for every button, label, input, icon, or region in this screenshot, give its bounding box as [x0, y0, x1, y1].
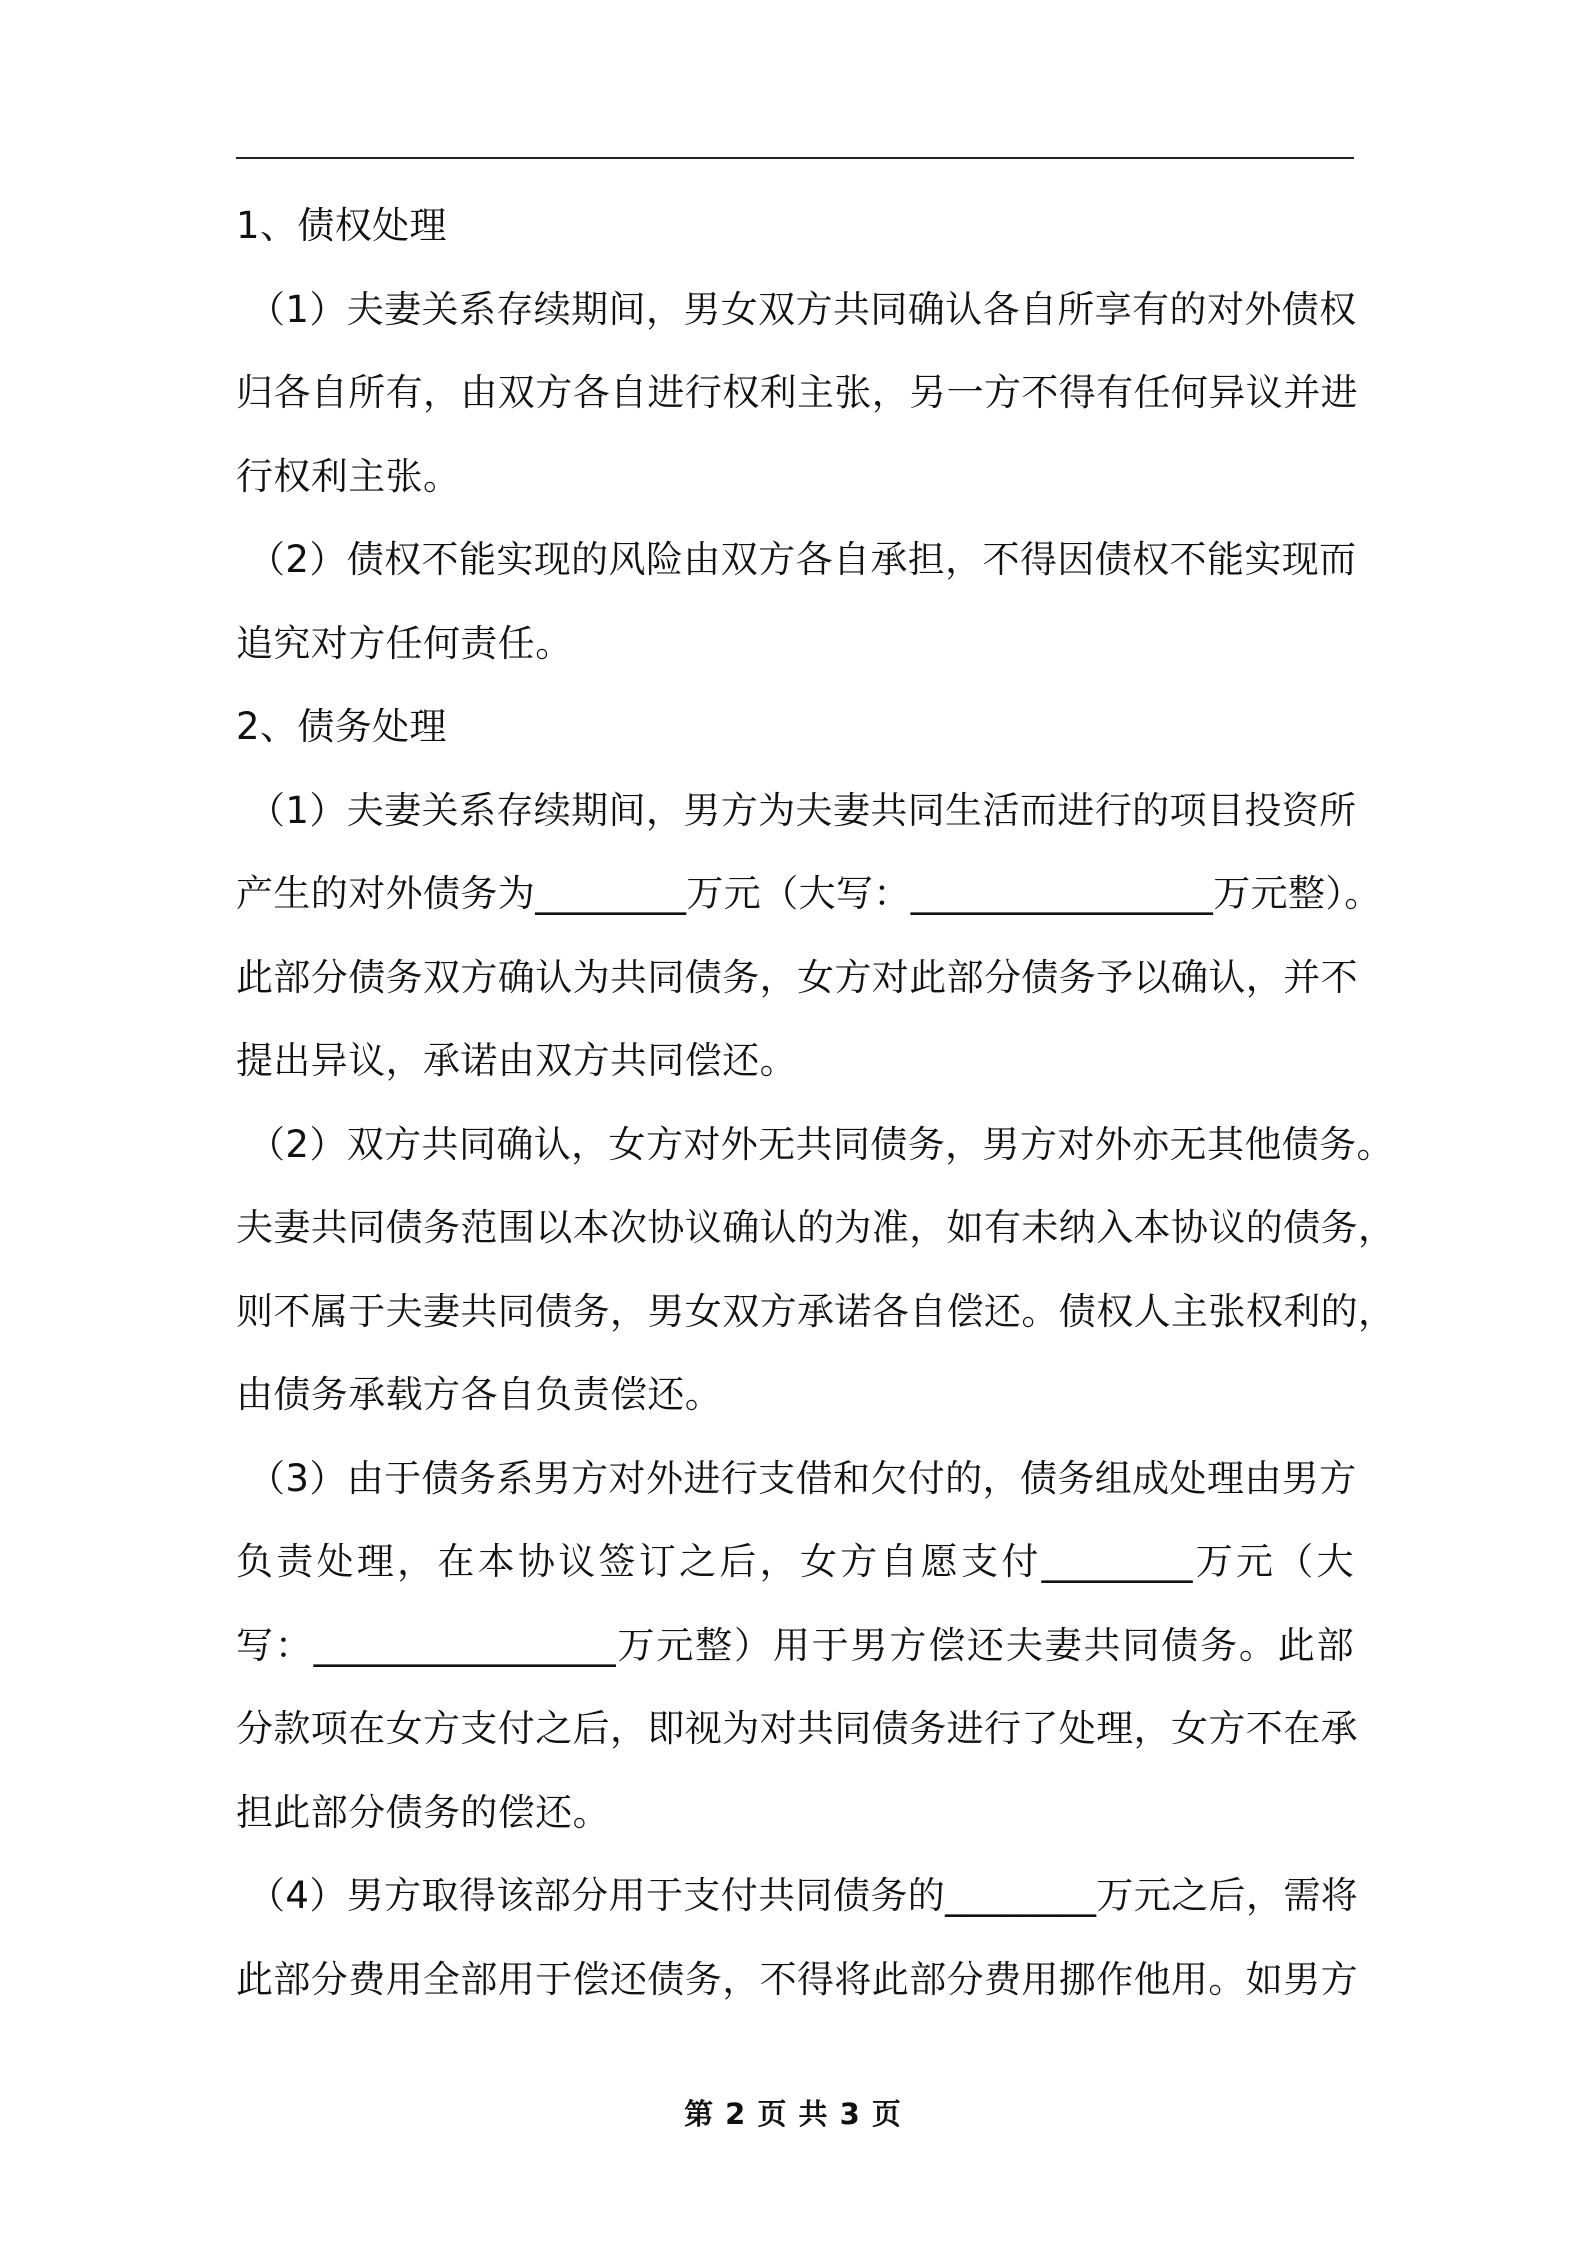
document-body	[236, 184, 1396, 2021]
text-line: 追究对方任何责任。	[236, 621, 573, 665]
text-line: 归各自所有，由双方各自进行权利主张，另一方不得有任何异议并进	[236, 371, 1358, 414]
text-line: 负责处理，在本协议签订之后，女方自愿支付________万元（大	[236, 1540, 1354, 1583]
section-heading-debts: 2、债务处理	[236, 705, 447, 748]
text-line: 此部分费用全部用于偿还债务，不得将此部分费用挪作他用。如男方	[236, 1957, 1358, 2001]
text-line: （1）夫妻关系存续期间，男方为夫妻共同生活而进行的项目投资所	[248, 788, 1357, 832]
text-line: （1）夫妻关系存续期间，男女双方共同确认各自所享有的对外债权	[248, 287, 1357, 331]
text-line: 行权利主张。	[236, 454, 461, 498]
text-line: （4）男方取得该部分用于支付共同债务的________万元之后，需将	[248, 1874, 1359, 1917]
text-line: 分款项在女方支付之后，即视为对共同债务进行了处理，女方不在承	[236, 1707, 1358, 1750]
text-line: 则不属于夫妻共同债务，男女双方承诺各自偿还。债权人主张权利的，	[236, 1289, 1396, 1333]
page-number-footer: 第 2 页 共 3 页	[684, 2097, 902, 2131]
text-line: （3）由于债务系男方对外进行支借和欠付的，债务组成处理由男方	[248, 1456, 1357, 1500]
text-line: （2）债权不能实现的风险由双方各自承担，不得因债权不能实现而	[248, 538, 1357, 581]
text-line: 担此部分债务的偿还。	[236, 1790, 610, 1834]
text-line: 夫妻共同债务范围以本次协议确认的为准，如有未纳入本协议的债务，	[236, 1206, 1396, 1249]
text-line: 写：________________万元整）用于男方偿还夫妻共同债务。此部	[236, 1623, 1354, 1667]
text-line: 此部分债务双方确认为共同债务，女方对此部分债务予以确认，并不	[236, 955, 1358, 999]
text-line: （2）双方共同确认，女方对外无共同债务，男方对外亦无其他债务。	[248, 1122, 1394, 1166]
text-line: 产生的对外债务为________万元（大写：________________万元整）。	[236, 872, 1382, 915]
text-line: 提出异议，承诺由双方共同偿还。	[236, 1039, 797, 1082]
text-line: 由债务承载方各自负责偿还。	[236, 1373, 723, 1416]
section-heading-claims: 1、债权处理	[236, 204, 447, 247]
header-divider	[236, 157, 1354, 159]
